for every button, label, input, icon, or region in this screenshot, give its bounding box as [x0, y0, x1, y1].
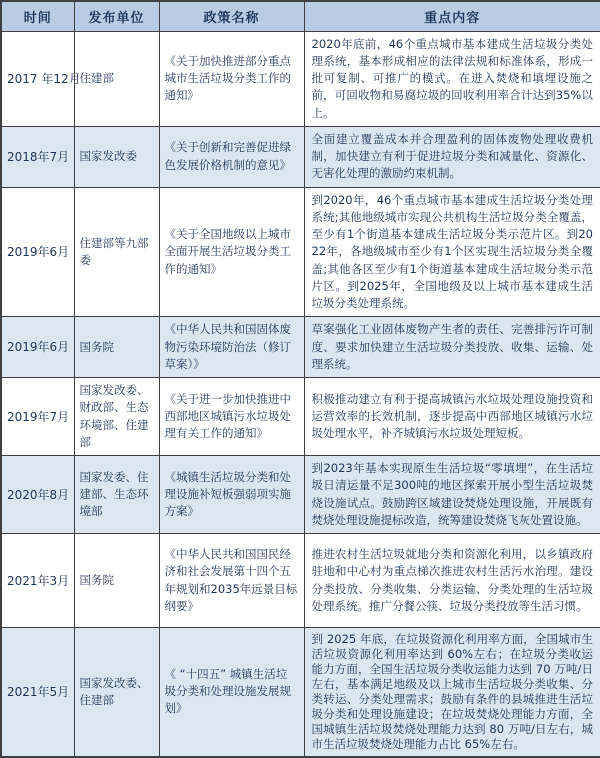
- cell-publisher: [74, 378, 159, 456]
- cell-text-content: 2020年底前，46个重点城市基本建成生活垃圾分类处理系统，基本形成相应的法律法规和标准体系，形成一批可复制、可推广的模式。在进入焚烧和填埋设施之前，可回收物和易腐垃圾的回收利用率合计达到35%以上。: [311, 36, 593, 120]
- cell-text-policy: 《关于全国地级以上城市全面开展生活垃圾分类工作的通知》: [164, 227, 291, 276]
- cell-text-time: 2020年8月: [7, 487, 70, 502]
- cell-content: [304, 628, 600, 757]
- cell-time: [1, 534, 74, 628]
- cell-time: [1, 126, 74, 187]
- cell-policy: [159, 456, 304, 534]
- cell-text-publisher: 国务院: [79, 339, 114, 354]
- cell-policy: [159, 31, 304, 126]
- cell-publisher: [74, 317, 159, 378]
- header-row: [1, 1, 600, 31]
- cell-policy: [159, 187, 304, 317]
- cell-publisher: [74, 126, 159, 187]
- cell-text-time: 2019年6月: [7, 340, 70, 355]
- cell-text-content: 到 2025 年底，在垃圾资源化利用率方面，全国城市生活垃圾资源化利用率达到 60%左右；在垃圾分类收运能力方面，全国生活垃圾分类收运能力达到 70 万吨/日左右，基本满足地级及以上城市生活垃圾分类收集、分类转运、分类处理需求；鼓励有条件的县城推进生活垃圾分类和处理设施建设；在垃圾焚烧处理能力方面，全国城镇生活垃圾焚烧处理能力达到 80 万吨/日左右，城市生活垃圾焚烧处理能力占比 65%左右。: [311, 632, 593, 751]
- cell-text-content: 推进农村生活垃圾就地分类和资源化利用，以乡镇政府驻地和中心村为重点梯次推进农村生活污水治理。建设分类投放、分类收集、分类运输、分类处理的生活垃圾处理系统。推广分餐公筷、垃圾分类投放等生活习惯。: [311, 547, 593, 613]
- cell-text-policy: 《关于加快推进部分重点城市生活垃圾分类工作的通知》: [164, 53, 291, 103]
- cell-time: [1, 628, 74, 757]
- cell-content: [304, 187, 600, 317]
- table-row: [1, 628, 600, 757]
- cell-text-policy: 《 “十四五” 城镇生活垃圾分类和处理设施发展规划》: [164, 666, 291, 716]
- table-body: [1, 31, 600, 757]
- cell-publisher: [74, 628, 159, 757]
- cell-publisher: [74, 456, 159, 534]
- cell-publisher: [74, 534, 159, 628]
- cell-text-publisher: 住建部: [79, 71, 114, 85]
- cell-text-publisher: 住建部等九部委: [79, 235, 149, 267]
- cell-text-publisher: 国家发改委、财政部、生态环境部、住建部: [79, 383, 149, 449]
- cell-content: [304, 534, 600, 628]
- cell-text-policy: 《关于进一步加快推进中西部地区城镇污水垃圾处理有关工作的通知》: [164, 391, 291, 441]
- cell-text-time: 2019年7月: [7, 409, 70, 424]
- cell-content: [304, 317, 600, 378]
- cell-text-time: 2021年3月: [7, 573, 70, 588]
- cell-time: [1, 456, 74, 534]
- cell-text-policy: 《中华人民共和国固体废物污染环境防治法（修订草案）》: [164, 322, 291, 371]
- cell-text-content: 到2020年，46个重点城市基本建成生活垃圾分类处理系统;其他地级城市实现公共机构生活垃圾分类全覆盖，至少有1个街道基本建成生活垃圾分类示范片区。到2022年，各地级城市至少有1个区实现生活垃圾分类全覆盖;其他各区至少有1个街道基本建成生活垃圾分类示范片区。到2025年，全国地级及以上城市基本建成生活垃圾分类处理系统。: [311, 192, 593, 310]
- cell-text-content: 到2023年基本实现原生生活垃圾“零填埋”，在生活垃圾日清运量不足300吨的地区探索开展小型生活垃圾焚烧设施试点。鼓励跨区域建设焚烧处理设施，开展既有焚烧处理设施提标改造，统筹建设焚烧飞灰处置设施。: [311, 461, 593, 527]
- cell-policy: [159, 628, 304, 757]
- cell-text-time: 2018年7月: [7, 149, 70, 164]
- cell-content: [304, 456, 600, 534]
- cell-text-content: 全面建立覆盖成本并合理盈利的固体废物处理收费机制，加快建立有利于促进垃圾分类和减量化、资源化、无害化处理的激励约束机制。: [311, 131, 593, 181]
- table-row: [1, 534, 600, 628]
- cell-text-publisher: 国家发委、住建部、生态环境部: [79, 469, 149, 519]
- cell-text-publisher: 国家发改委、住建部: [79, 675, 149, 707]
- cell-publisher: [74, 31, 159, 126]
- column-header-policy: 政策名称: [159, 1, 304, 31]
- cell-text-time: 2017 年12月: [7, 71, 81, 86]
- table-row: [1, 126, 600, 187]
- cell-time: [1, 378, 74, 456]
- cell-text-time: 2021年5月: [7, 684, 70, 699]
- cell-publisher: [74, 187, 159, 317]
- cell-policy: [159, 378, 304, 456]
- cell-text-policy: 《中华人民共和国国民经济和社会发展第十四个五年规划和2035年远景目标纲要》: [164, 547, 298, 613]
- cell-policy: [159, 534, 304, 628]
- table-row: [1, 31, 600, 126]
- cell-text-policy: 《关于创新和完善促进绿色发展价格机制的意见》: [164, 140, 291, 172]
- table-row: [1, 187, 600, 317]
- cell-time: [1, 317, 74, 378]
- cell-time: [1, 187, 74, 317]
- cell-policy: [159, 126, 304, 187]
- table-row: [1, 456, 600, 534]
- cell-content: [304, 378, 600, 456]
- cell-text-publisher: 国家发改委: [79, 149, 137, 163]
- table-header: [1, 1, 600, 31]
- cell-policy: [159, 317, 304, 378]
- cell-text-content: 积极推动建立有利于提高城镇污水垃圾处理设施投资和运营效率的长效机制，逐步提高中西部地区城镇污水垃圾处理水平，补齐城镇污水垃圾处理短板。: [311, 391, 593, 441]
- table-row: [1, 378, 600, 456]
- column-header-time: 时间: [1, 1, 74, 31]
- column-header-content: 重点内容: [304, 1, 600, 31]
- cell-text-time: 2019年6月: [7, 244, 70, 259]
- column-header-publisher: 发布单位: [74, 1, 159, 31]
- cell-time: [1, 31, 81, 126]
- table-row: [1, 317, 600, 378]
- cell-text-publisher: 国务院: [79, 572, 114, 587]
- cell-content: [304, 126, 600, 187]
- cell-text-content: 草案强化工业固体废物产生者的责任、完善排污许可制度、要求加快建立生活垃圾分类投放、收集、运输、处理系统。: [311, 322, 593, 371]
- cell-text-policy: 《城镇生活垃圾分类和处理设施补短板强弱项实施方案》: [164, 469, 291, 519]
- cell-content: [304, 31, 600, 126]
